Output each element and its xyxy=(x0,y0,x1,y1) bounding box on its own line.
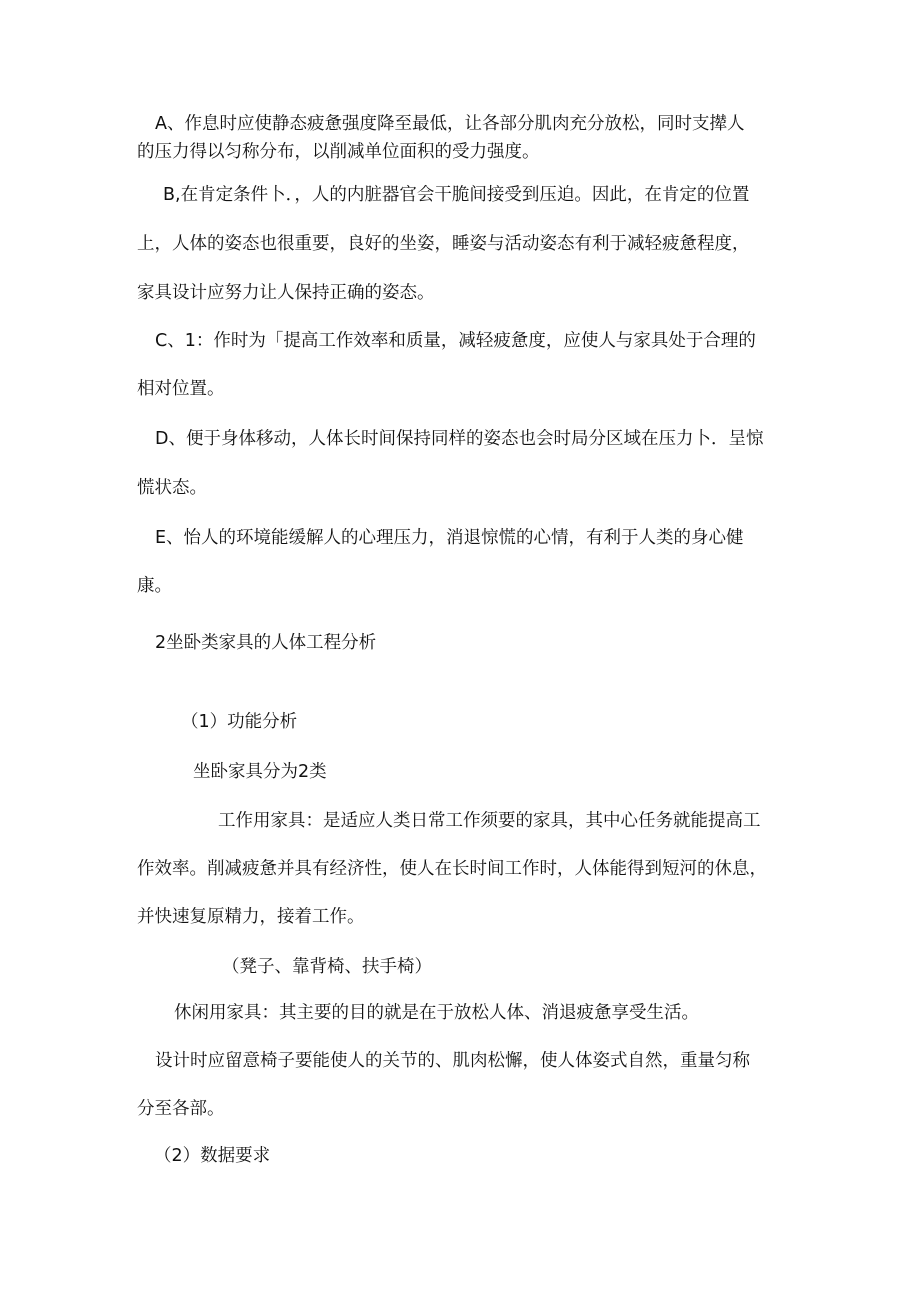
work-furniture-line-1: 工作用家具：是适应人类日常工作须要的家具，其中心任务就能提高工 xyxy=(218,811,761,831)
paragraph-b-line-3: 家具设计应努力让人保持正确的姿态。 xyxy=(137,283,435,303)
design-note-line-2: 分至各部。 xyxy=(137,1099,225,1119)
leisure-furniture: 休闲用家具：其主要的目的就是在于放松人体、消退疲惫享受生活。 xyxy=(174,1003,699,1023)
paragraph-e-line-2: 康。 xyxy=(137,576,172,596)
work-furniture-line-2: 作效率。削减疲惫并具有经济性，使人在长时间工作时，人体能得到短河的休息， xyxy=(137,859,767,879)
data-requirements-title: （2）数据要求 xyxy=(154,1146,271,1166)
paragraph-b-line-1: B,在肯定条件卜．，人的内脏器官会干脆间接受到压迫。因此，在肯定的位置 xyxy=(163,185,750,205)
paragraph-b-line-2: 上，人体的姿态也很重要，良好的坐姿，睡姿与活动姿态有利于减轻疲惫程度， xyxy=(137,234,750,254)
design-note-line-1: 设计时应留意椅子要能使人的关节的、肌肉松懈，使人体姿式自然，重量匀称 xyxy=(155,1051,750,1071)
work-furniture-examples: （凳子、靠背椅、扶手椅） xyxy=(222,957,432,977)
paragraph-e-line-1: E、怡人的环境能缓解人的心理压力，消退惊慌的心情，有利于人类的身心健 xyxy=(155,528,744,548)
function-analysis-title: （1）功能分析 xyxy=(181,712,298,732)
paragraph-a-line-2: 的压力得以匀称分布，以削减单位面积的受力强度。 xyxy=(137,142,540,162)
paragraph-d-line-1: D、便于身体移动，人体长时间保持同样的姿态也会时局分区域在压力卜．呈惊 xyxy=(155,429,764,449)
furniture-types-title: 坐卧家具分为2类 xyxy=(193,762,327,782)
paragraph-d-line-2: 慌状态。 xyxy=(137,478,207,498)
paragraph-c-line-1: C、1：作时为「提高工作效率和质量，减轻疲惫度，应使人与家具处于合理的 xyxy=(155,331,756,351)
section-title: 2坐卧类家具的人体工程分析 xyxy=(155,633,377,653)
work-furniture-line-3: 并快速复原精力，接着工作。 xyxy=(137,907,365,927)
paragraph-c-line-2: 相对位置。 xyxy=(137,379,225,399)
paragraph-a-line-1: A、作息时应使静态疲惫强度降至最低，让各部分肌肉充分放松，同时支撵人 xyxy=(155,114,745,134)
